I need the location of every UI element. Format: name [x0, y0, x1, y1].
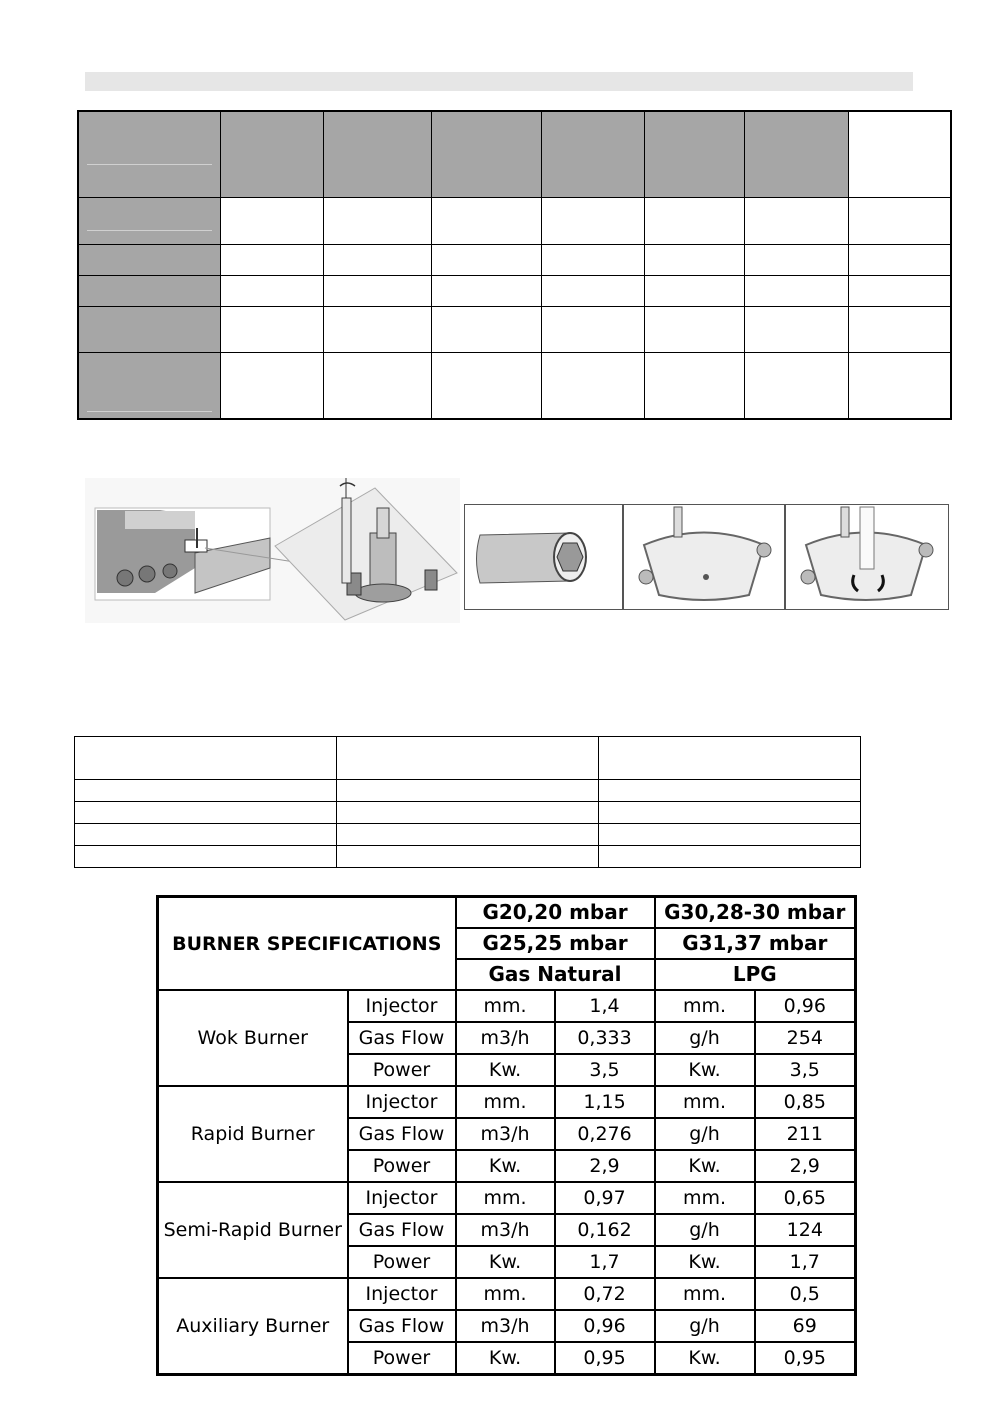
table-row [158, 1278, 856, 1310]
table-row [78, 275, 951, 306]
table-row [75, 802, 861, 824]
natural-value-cell: 1,7 [555, 1246, 655, 1278]
lpg-unit-cell: mm. [655, 1278, 755, 1310]
natural-unit-cell: m3/h [456, 1022, 555, 1054]
header-cell [220, 111, 323, 197]
parameter-cell: Injector [348, 1182, 456, 1214]
lpg-value-cell: 254 [755, 1022, 856, 1054]
lpg-value-cell: 211 [755, 1118, 856, 1150]
table-row [75, 780, 861, 802]
upper-table [77, 110, 952, 420]
row-label-cell [78, 275, 220, 306]
lpg-unit-cell: Kw. [655, 1246, 755, 1278]
parameter-cell: Injector [348, 990, 456, 1022]
parameter-cell: Power [348, 1246, 456, 1278]
parameter-cell: Gas Flow [348, 1118, 456, 1150]
natural-value-cell: 1,15 [555, 1086, 655, 1118]
header-cell [323, 111, 431, 197]
natural-unit-cell: m3/h [456, 1214, 555, 1246]
natural-unit-cell: Kw. [456, 1246, 555, 1278]
burner-name: Semi-Rapid Burner [158, 1182, 348, 1278]
lpg-unit-cell: mm. [655, 990, 755, 1022]
row-label-cell [78, 244, 220, 275]
lpg-unit-cell: g/h [655, 1022, 755, 1054]
header-cell [431, 111, 541, 197]
natural-unit-cell: Kw. [456, 1054, 555, 1086]
burner-name: Wok Burner [158, 990, 348, 1086]
natural-unit-cell: Kw. [456, 1342, 555, 1375]
natural-unit-cell: mm. [456, 990, 555, 1022]
lpg-value-cell: 0,96 [755, 990, 856, 1022]
natural-unit-cell: mm. [456, 1086, 555, 1118]
parameter-cell: Injector [348, 1086, 456, 1118]
lpg-unit-cell: mm. [655, 1182, 755, 1214]
natural-value-cell: 2,9 [555, 1150, 655, 1182]
parameter-cell: Gas Flow [348, 1022, 456, 1054]
parameter-cell: Power [348, 1342, 456, 1375]
hex-socket-illustration [464, 504, 623, 610]
table-row [75, 846, 861, 868]
natural-unit-cell: mm. [456, 1278, 555, 1310]
natural-unit-cell: Kw. [456, 1150, 555, 1182]
lpg-value-cell: 124 [755, 1214, 856, 1246]
injector-replacement-illustration [85, 478, 460, 623]
natural-value-cell: 0,96 [555, 1310, 655, 1342]
natural-value-cell: 1,4 [555, 990, 655, 1022]
parameter-cell: Gas Flow [348, 1214, 456, 1246]
burner-specifications-table [156, 895, 857, 1376]
natural-unit-cell: m3/h [456, 1310, 555, 1342]
lpg-value-cell: 69 [755, 1310, 856, 1342]
row-label-cell [78, 352, 220, 419]
lpg-unit-cell: Kw. [655, 1150, 755, 1182]
lpg-unit-cell: g/h [655, 1118, 755, 1150]
burner-cup-illustration [623, 504, 785, 610]
natural-value-cell: 0,97 [555, 1182, 655, 1214]
table-row [78, 111, 951, 197]
lpg-value-cell: 0,85 [755, 1086, 856, 1118]
section-title-bar [85, 72, 913, 91]
natural-value-cell: 0,95 [555, 1342, 655, 1375]
burner-name: Auxiliary Burner [158, 1278, 348, 1375]
table-row [158, 990, 856, 1022]
table-row [78, 244, 951, 275]
lpg-header-2: G31,37 mbar [655, 928, 856, 959]
lpg-value-cell: 0,65 [755, 1182, 856, 1214]
header-cell [744, 111, 848, 197]
natural-value-cell: 0,333 [555, 1022, 655, 1054]
row-label-cell [78, 306, 220, 352]
parameter-cell: Power [348, 1150, 456, 1182]
table-row [78, 197, 951, 244]
middle-table [74, 736, 861, 868]
table-row [158, 1086, 856, 1118]
lpg-unit-cell: Kw. [655, 1054, 755, 1086]
spec-table-title: BURNER SPECIFICATIONS [158, 897, 456, 991]
natural-value-cell: 0,276 [555, 1118, 655, 1150]
natural-value-cell: 0,72 [555, 1278, 655, 1310]
lpg-header-3: LPG [655, 959, 856, 990]
lpg-unit-cell: Kw. [655, 1342, 755, 1375]
lpg-value-cell: 0,95 [755, 1342, 856, 1375]
lpg-value-cell: 1,7 [755, 1246, 856, 1278]
table-row [78, 352, 951, 419]
header-cell [541, 111, 644, 197]
lpg-header-1: G30,28-30 mbar [655, 897, 856, 929]
natural-gas-header-1: G20,20 mbar [456, 897, 655, 929]
parameter-cell: Injector [348, 1278, 456, 1310]
lpg-unit-cell: mm. [655, 1086, 755, 1118]
parameter-cell: Gas Flow [348, 1310, 456, 1342]
row-label-cell [78, 197, 220, 244]
burner-cup-rotate-illustration [785, 504, 949, 610]
table-row [78, 306, 951, 352]
table-row [158, 1182, 856, 1214]
table-row [75, 824, 861, 846]
natural-unit-cell: m3/h [456, 1118, 555, 1150]
natural-unit-cell: mm. [456, 1182, 555, 1214]
natural-value-cell: 0,162 [555, 1214, 655, 1246]
parameter-cell: Power [348, 1054, 456, 1086]
natural-gas-header-2: G25,25 mbar [456, 928, 655, 959]
natural-gas-header-3: Gas Natural [456, 959, 655, 990]
header-cell [848, 111, 951, 197]
natural-value-cell: 3,5 [555, 1054, 655, 1086]
header-cell [78, 111, 220, 197]
lpg-unit-cell: g/h [655, 1214, 755, 1246]
lpg-value-cell: 0,5 [755, 1278, 856, 1310]
burner-name: Rapid Burner [158, 1086, 348, 1182]
lpg-unit-cell: g/h [655, 1310, 755, 1342]
lpg-value-cell: 2,9 [755, 1150, 856, 1182]
table-row [75, 737, 861, 780]
lpg-value-cell: 3,5 [755, 1054, 856, 1086]
header-cell [644, 111, 744, 197]
